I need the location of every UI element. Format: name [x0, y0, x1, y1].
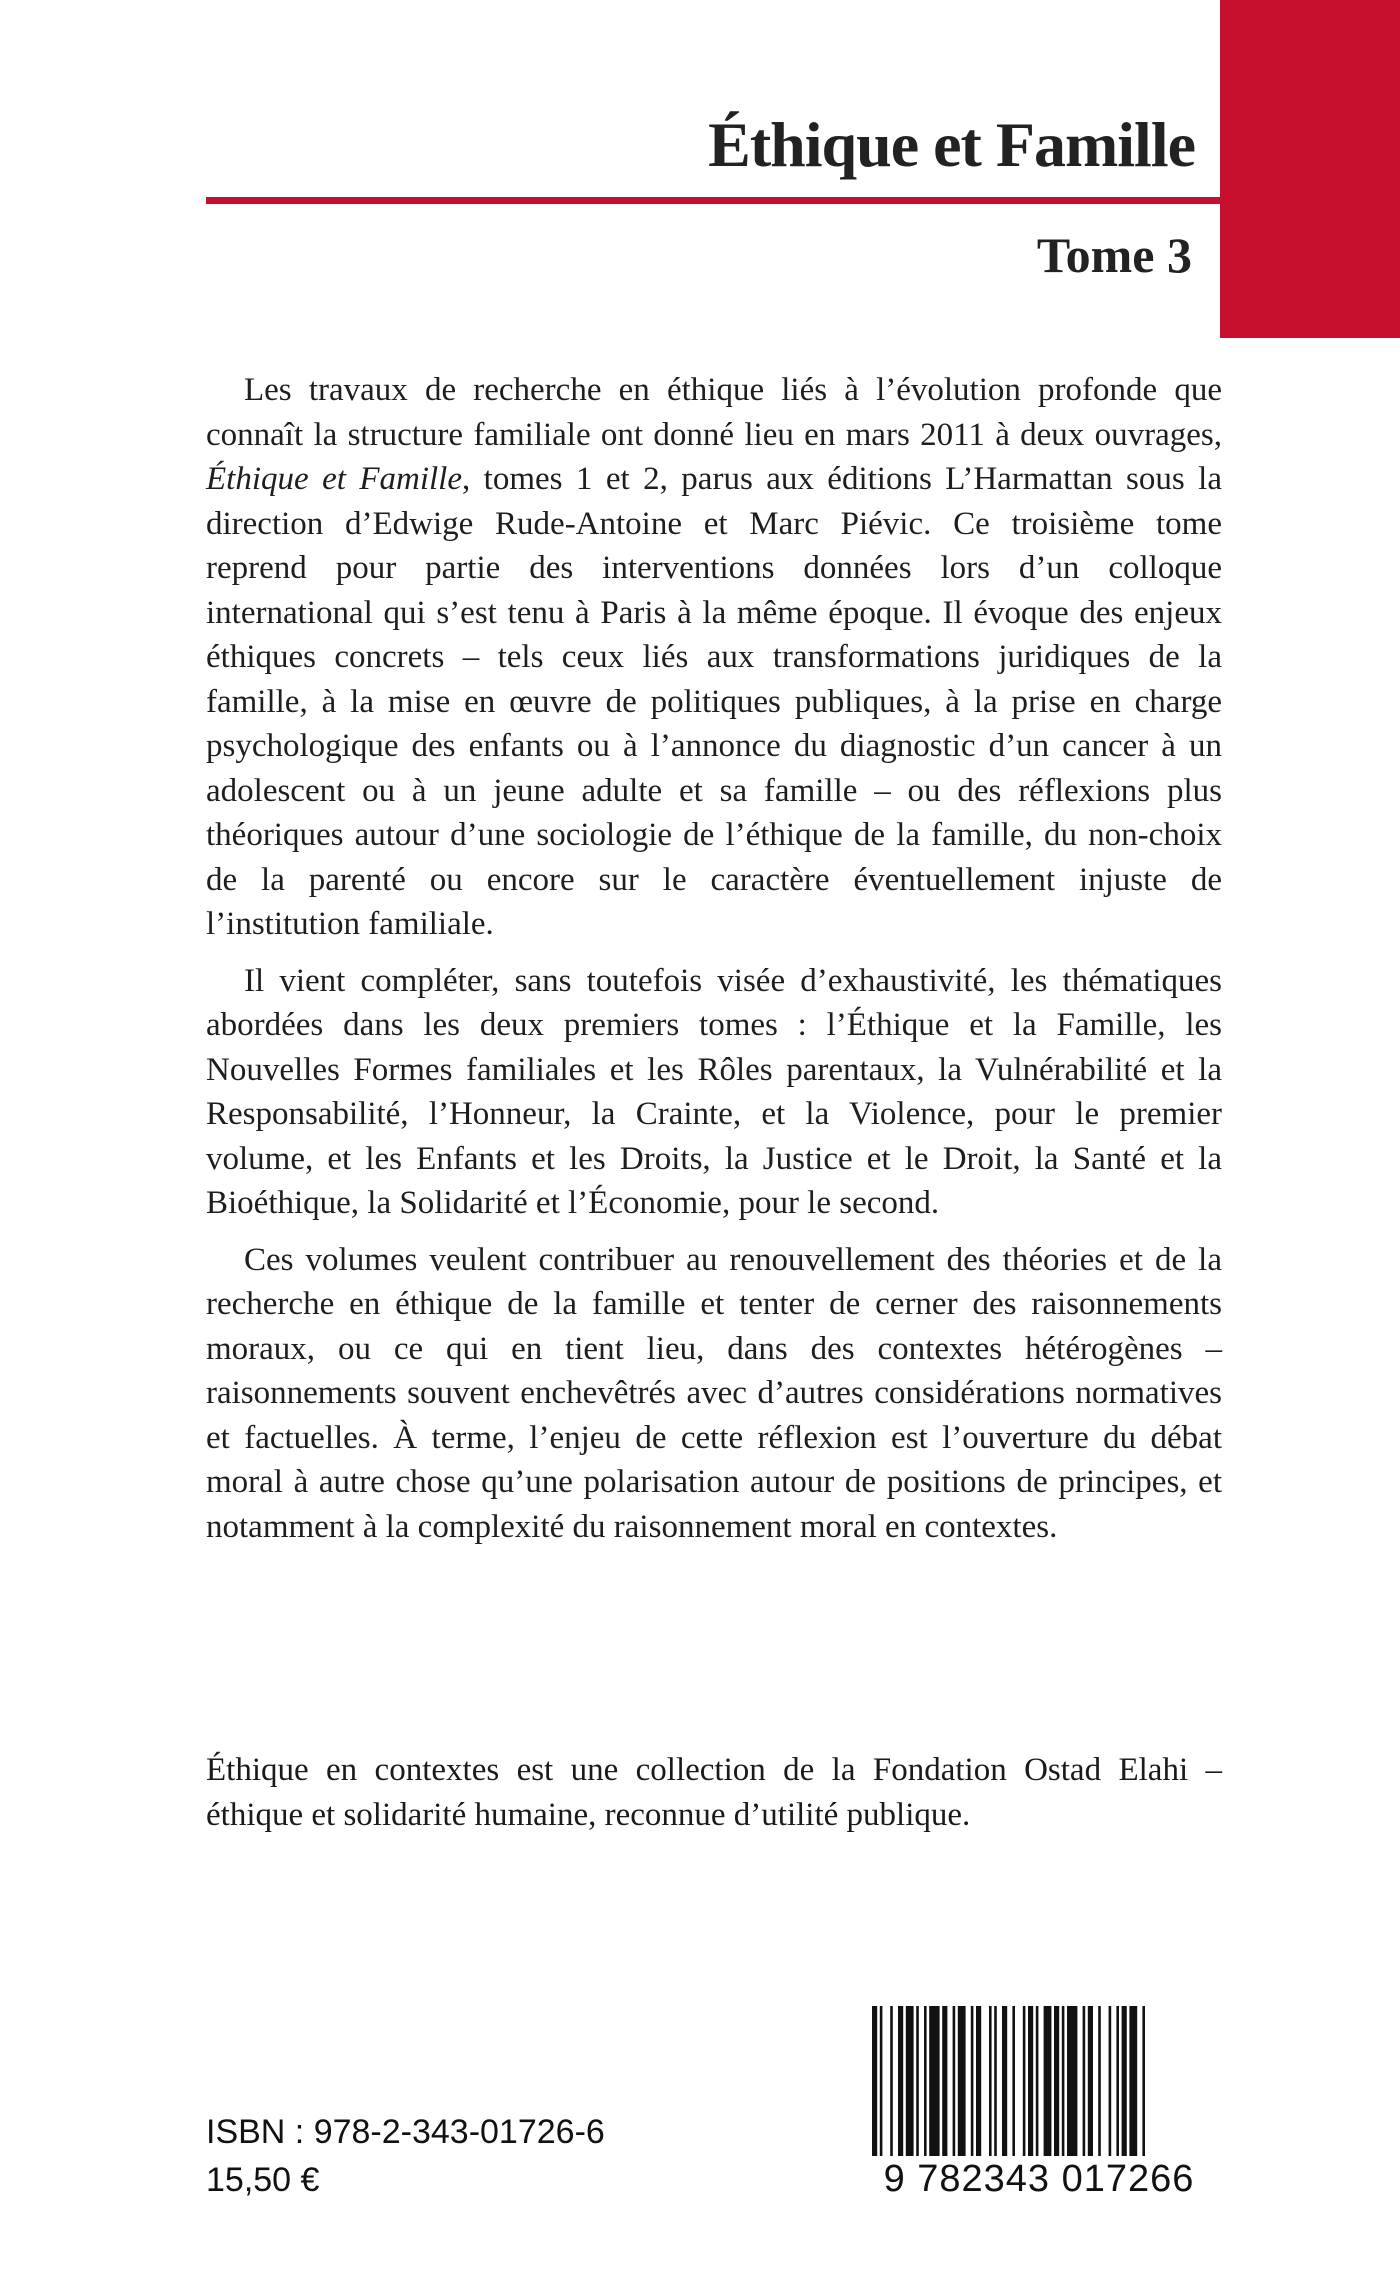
barcode-bar [1054, 2006, 1059, 2156]
tome-label: Tome 3 [1036, 227, 1192, 283]
back-cover-summary [206, 368, 1222, 1561]
barcode-bar [1036, 2006, 1039, 2156]
barcode-bar [1062, 2006, 1065, 2156]
barcode-bar [989, 2006, 992, 2156]
book-title: Éthique et Famille [708, 109, 1195, 180]
book-title-inline: Éthique et Famille [206, 461, 462, 497]
barcode-bar [994, 2006, 997, 2156]
barcode-bar [1088, 2006, 1093, 2156]
barcode-bar [1116, 2006, 1119, 2156]
barcode-bar [1083, 2006, 1086, 2156]
barcode-bar [1129, 2006, 1137, 2156]
barcode-bar [1002, 2006, 1007, 2156]
barcode-bar [953, 2006, 956, 2156]
barcode-bar [1028, 2006, 1033, 2156]
barcode-bar [898, 2006, 903, 2156]
barcode-bar [1098, 2006, 1101, 2156]
summary-paragraph-2: Il vient compléter, sans toutefois visée d’exhaustivité, les thématiques abordées dans les deux premiers tomes : l’Éthique et la Famille, les Nouvelles Formes familiales et les Rôles parentaux, la Vulnérabilité et la Responsabilité, l’Honneur, la Crainte, et la Violence, pour le premier volume, et les Enfants et les Droits, la Justice et le Droit, la Santé et la Bioéthique, la Solidarité et l’Économie, pour le second. [206, 962, 1222, 1221]
barcode-bar [916, 2006, 919, 2156]
barcode-bar [929, 2006, 939, 2156]
barcode-bar [1067, 2006, 1077, 2156]
summary-paragraph-1: Les travaux de recherche en éthique liés à l’évolution profonde que connaît la structure familiale ont donné lieu en mars 2011 à deux ouvrages, Éthique et Famille, tomes 1 et 2, parus aux éditions L’Harmattan sous la direction d’Edwige Rude-Antoine et Marc Piévic. Ce troisième tome reprend pour partie des interventions données lors d’un colloque international qui s’est tenu à Paris à la même époque. Il évoque des enjeux éthiques concrets – tels ceux liés aux transformations juridiques de la famille, à la mise en œuvre de politiques publiques, à la prise en charge psychologique des enfants ou à l’annonce du diagnostic d’un cancer à un adolescent ou à un jeune adulte et sa famille – ou des réflexions plus théoriques autour d’une sociologie de l’éthique de la famille, du non-choix de la parenté ou encore sur le caractère éventuellement injuste de l’institution familiale. [206, 372, 1222, 942]
barcode-bar [890, 2006, 893, 2156]
barcode-bar [1023, 2006, 1026, 2156]
collection-note [206, 1748, 1222, 1837]
isbn-text: ISBN : 978-2-343-01726-6 [206, 2113, 605, 2151]
barcode-bar [906, 2006, 914, 2156]
barcode-bar [1012, 2006, 1015, 2156]
barcode-bar [958, 2006, 966, 2156]
red-corner-block [1220, 0, 1400, 338]
barcode-bar [976, 2006, 981, 2156]
barcode-bar [1109, 2006, 1112, 2156]
barcode-bar [1044, 2006, 1052, 2156]
barcode-bar [1142, 2006, 1145, 2156]
barcode-bar [872, 2006, 877, 2156]
barcode-digits: 9 782343 017266 [858, 2156, 1220, 2202]
barcode-bar [924, 2006, 927, 2156]
barcode-bar [1122, 2006, 1127, 2156]
barcode-bar [880, 2006, 883, 2156]
barcode-bar [942, 2006, 947, 2156]
title-underline-rule [206, 197, 1340, 204]
collection-text: Éthique en contextes est une collection de la Fondation Ostad Elahi – éthique et solidarité humaine, reconnue d’utilité publique. [206, 1752, 1222, 1833]
summary-paragraph-3: Ces volumes veulent contribuer au renouvellement des théories et de la recherche en éthique de la famille et tenter de cerner des raisonnements moraux, ou ce qui en tient lieu, dans des contextes hétérogènes – raisonnements souvent enchevêtrés avec d’autres considérations normatives et factuelles. À terme, l’enjeu de cette réflexion est l’ouverture du débat moral à autre chose qu’une polarisation autour de positions de principes, et notamment à la complexité du raisonnement moral en contextes. [206, 1241, 1222, 1545]
barcode-bar [971, 2006, 974, 2156]
barcode-bars [858, 2006, 1220, 2156]
isbn-price-block [206, 2108, 605, 2204]
price-text: 15,50 € [206, 2161, 320, 2199]
